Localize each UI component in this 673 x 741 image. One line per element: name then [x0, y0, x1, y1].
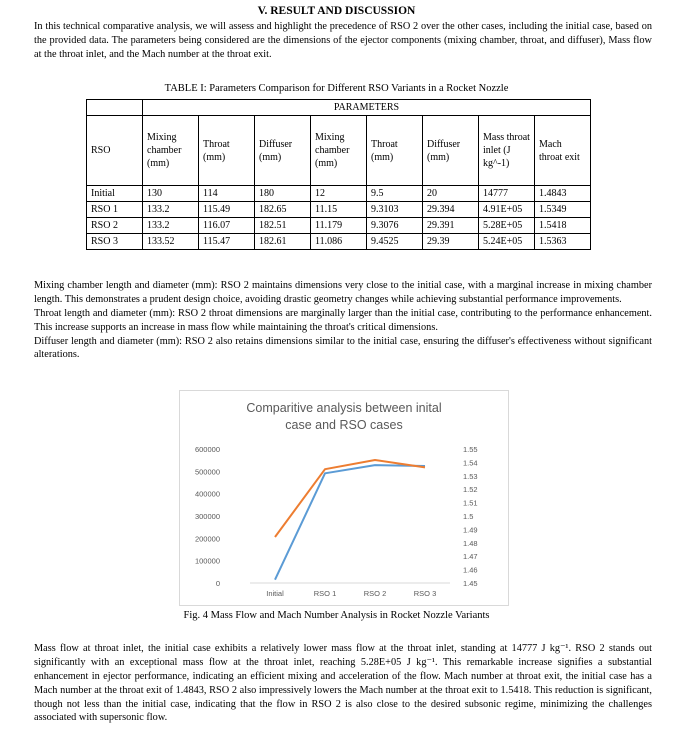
closing-paragraph: Mass flow at throat inlet, the initial case exhibits a relatively lower mass flow at the throat inlet, standing at 14777 J kg⁻¹. RSO 2 stands out significantly with an exceptional mass flow at the throat inlet, reaching 5.28E+05 J kg⁻¹. This remarkable increase signifies a substantial enhancement in ejector performance, indicating an efficient mixing and acceleration of the flow. Mach number at throat exit, the initial case has a Mach number at the throat exit of 1.4843, RSO 2 also impressively lowers the Mach number at the throat exit to 1.5418. This reduction is significant, though not less than the initial case, indicating that the flow in RSO 2 is also close to the desired subsonic regime, minimizing the challenges associated with supersonic flow.	[34, 643, 652, 724]
table-cell: 1.4843	[535, 186, 591, 202]
table-cell: 11.179	[311, 218, 367, 234]
table-cell: 1.5363	[535, 234, 591, 250]
table-cell: 180	[255, 186, 311, 202]
table-column-header: Mixing chamber (mm)	[143, 116, 199, 186]
y-right-tick-label: 1.55	[463, 445, 478, 454]
table-cell: 11.086	[311, 234, 367, 250]
mass-flow-series-line	[275, 465, 425, 580]
y-right-tick-label: 1.51	[463, 498, 478, 508]
table-row	[87, 218, 591, 234]
table-cell: 130	[143, 186, 199, 202]
table-cell: 9.4525	[367, 234, 423, 250]
table-cell: 14777	[479, 186, 535, 202]
table-cell: 9.5	[367, 186, 423, 202]
table-column-header: Mixing chamber (mm)	[311, 116, 367, 186]
table-cell: 12	[311, 186, 367, 202]
table-cell: 1.5418	[535, 218, 591, 234]
table-cell: 9.3076	[367, 218, 423, 234]
table-cell: 11.15	[311, 202, 367, 218]
x-tick-label: RSO 3	[413, 589, 437, 598]
table-column-header: Throat (mm)	[199, 116, 255, 186]
chart-title-line: Comparitive analysis between inital	[246, 401, 442, 415]
table-row	[87, 234, 591, 250]
y-right-tick-label: 1.45	[463, 579, 478, 588]
y-left-tick-label: 400000	[194, 489, 220, 499]
discussion-paragraphs	[34, 279, 652, 362]
table-cell: 115.49	[199, 202, 255, 218]
table-cell: RSO 2	[87, 218, 143, 234]
y-right-tick-label: 1.47	[463, 552, 478, 562]
table-caption: TABLE I: Parameters Comparison for Different RSO Variants in a Rocket Nozzle	[164, 83, 509, 94]
table-cell: 133.52	[143, 234, 199, 250]
x-tick-label: RSO 2	[363, 589, 387, 598]
table-cell: 9.3103	[367, 202, 423, 218]
table-column-header: Diffuser (mm)	[423, 116, 479, 186]
discussion-throat: Throat length and diameter (mm): RSO 2 throat dimensions are marginally larger than the initial case, contributing to the performance enhancement. This increase supports an increase in mass flow while maintaining the throat's critical dimensions.	[34, 307, 652, 333]
y-left-tick-label: 300000	[194, 512, 220, 521]
table-cell: 29.39	[423, 234, 479, 250]
table-cell: 4.91E+05	[479, 202, 535, 218]
x-tick-label: RSO 1	[313, 589, 337, 598]
mach-number-series-line	[275, 460, 425, 537]
y-right-tick-label: 1.5	[463, 512, 474, 521]
y-right-tick-label: 1.52	[463, 485, 478, 495]
table-cell: 116.07	[199, 218, 255, 234]
chart-title-line: case and RSO cases	[285, 418, 403, 432]
table-cell: 1.5349	[535, 202, 591, 218]
y-left-tick-label: 500000	[194, 467, 220, 477]
table-cell: 29.394	[423, 202, 479, 218]
table-cell: 114	[199, 186, 255, 202]
y-right-tick-label: 1.48	[463, 538, 478, 548]
table-group-header: PARAMETERS	[143, 100, 591, 116]
table-cell: 20	[423, 186, 479, 202]
table-cell: 133.2	[143, 218, 199, 234]
table-cell: RSO 1	[87, 202, 143, 218]
table-cell: 115.47	[199, 234, 255, 250]
y-right-tick-label: 1.54	[463, 458, 478, 468]
discussion-diffuser: Diffuser length and diameter (mm): RSO 2 also retains dimensions similar to the initial case, ensuring the diffuser's effectiveness without significant alterations.	[34, 335, 652, 361]
table-cell: 29.391	[423, 218, 479, 234]
section-heading: V. RESULT AND DISCUSSION	[257, 5, 416, 17]
x-tick-label: Initial	[266, 589, 284, 598]
table-row-header: RSO	[87, 116, 143, 186]
parameters-table	[86, 99, 591, 250]
table-row	[87, 186, 591, 202]
table-cell: 182.61	[255, 234, 311, 250]
y-left-tick-label: 0	[215, 579, 220, 588]
table-cell: Initial	[87, 186, 143, 202]
table-column-header: Mach throat exit	[535, 116, 591, 186]
table-column-header: Throat (mm)	[367, 116, 423, 186]
table-column-header: Mass throat inlet (J kg^-1)	[479, 116, 535, 186]
figure-caption: Fig. 4 Mass Flow and Mach Number Analysis in Rocket Nozzle Variants	[183, 610, 490, 621]
discussion-mixing-chamber: Mixing chamber length and diameter (mm): RSO 2 maintains dimensions very close to the initial case, with a marginal increase in mixing chamber length. This demonstrates a prudent design choice, avoiding drastic geometry changes while achieving substantial performance improvements.	[34, 280, 652, 305]
table-cell: 133.2	[143, 202, 199, 218]
y-right-tick-label: 1.49	[463, 525, 478, 535]
table-cell: 182.51	[255, 218, 311, 234]
table-cell: 5.24E+05	[479, 234, 535, 250]
intro-paragraph: In this technical comparative analysis, we will assess and highlight the precedence of RSO 2 over the other cases, including the initial case, based on the provided data. The parameters being considered are the dimensions of the ejector components (mixing chamber, throat, and diffuser), Mass flow at the throat inlet, and the Mach number at the throat exit.	[34, 21, 652, 60]
table-cell: 182.65	[255, 202, 311, 218]
y-left-tick-label: 200000	[194, 534, 220, 544]
table-row	[87, 202, 591, 218]
y-right-tick-label: 1.53	[463, 471, 478, 481]
y-left-tick-label: 100000	[194, 556, 220, 566]
table-cell: 5.28E+05	[479, 218, 535, 234]
figure-chart	[179, 390, 509, 606]
line-chart	[180, 391, 508, 605]
table-cell: RSO 3	[87, 234, 143, 250]
table-column-header: Diffuser (mm)	[255, 116, 311, 186]
y-left-tick-label: 600000	[194, 445, 220, 454]
table-header-blank	[87, 100, 143, 116]
y-right-tick-label: 1.46	[463, 565, 478, 575]
